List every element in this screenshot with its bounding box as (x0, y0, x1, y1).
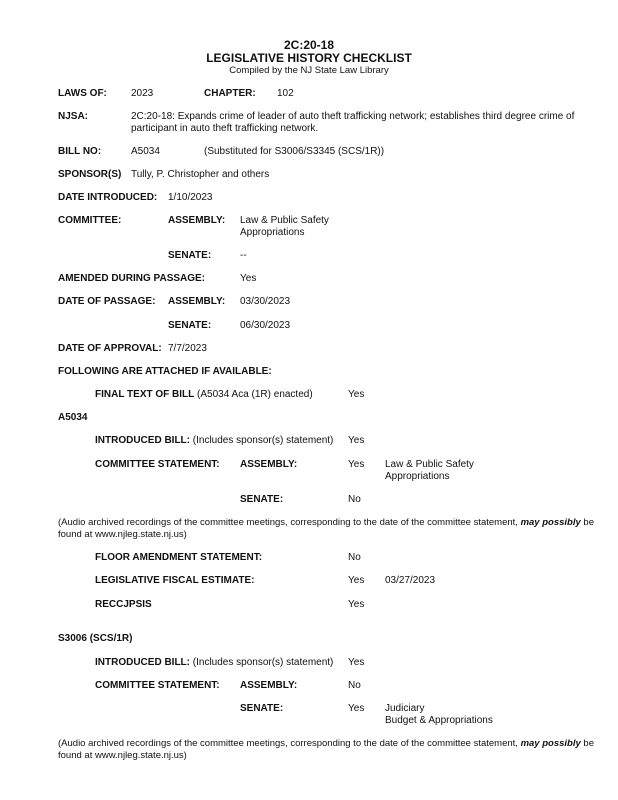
a5034-floor-label: FLOOR AMENDMENT STATEMENT: (95, 552, 263, 563)
s3006-committee-label: COMMITTEE STATEMENT: (95, 680, 220, 691)
laws-of-label: LAWS OF: (58, 88, 107, 99)
a5034-introduced-label: INTRODUCED BILL: (95, 435, 190, 446)
a5034-fiscal-label: LEGISLATIVE FISCAL ESTIMATE: (95, 575, 255, 586)
a5034-assembly-committee-1: Law & Public Safety (385, 459, 474, 470)
s3006-audio-note-text: (Audio archived recordings of the committee meetings, corresponding to the date of the committee statement, (58, 738, 518, 749)
date-introduced-value: 1/10/2023 (168, 192, 213, 203)
s3006-audio-note (58, 738, 606, 762)
s3006-introduced-row (95, 657, 333, 669)
document-title: LEGISLATIVE HISTORY CHECKLIST (206, 51, 412, 65)
a5034-audio-note-emphasis: may possibly (520, 517, 581, 528)
final-text-value: Yes (348, 389, 365, 400)
a5034-fiscal-date: 03/27/2023 (385, 575, 436, 586)
s3006-senate-committee-2: Budget & Appropriations (385, 715, 493, 726)
passage-assembly-label: ASSEMBLY: (168, 296, 226, 307)
approval-value: 7/7/2023 (168, 343, 207, 354)
chapter-label: CHAPTER: (204, 88, 256, 99)
bill-no-note: (Substituted for S3006/S3345 (SCS/1R)) (204, 146, 385, 157)
s3006-introduced-note: (Includes sponsor(s) statement) (192, 657, 334, 668)
a5034-heading: A5034 (58, 412, 88, 423)
a5034-senate-value: No (348, 494, 361, 505)
a5034-introduced-row (95, 435, 333, 447)
s3006-senate-committee-1: Judiciary (385, 703, 425, 714)
njsa-value: 2C:20-18: Expands crime of leader of auto theft trafficking network; establishes third degree crime of participant in auto theft trafficking network. (131, 111, 575, 134)
a5034-senate-label: SENATE: (240, 494, 284, 505)
compiled-by-line: Compiled by the NJ State Law Library (229, 65, 389, 76)
committee-label: COMMITTEE: (58, 215, 122, 226)
njsa-label: NJSA: (58, 111, 89, 122)
passage-senate-value: 06/30/2023 (240, 320, 291, 331)
chapter-value: 102 (277, 88, 294, 99)
following-heading: FOLLOWING ARE ATTACHED IF AVAILABLE: (58, 366, 272, 377)
a5034-fiscal-value: Yes (348, 575, 365, 586)
amended-value: Yes (240, 273, 257, 284)
s3006-senate-label: SENATE: (240, 703, 284, 714)
a5034-audio-note (58, 517, 606, 541)
final-text-label: FINAL TEXT OF BILL (95, 389, 195, 400)
final-text-row (95, 389, 313, 401)
sponsors-label: SPONSOR(S) (58, 169, 122, 180)
s3006-introduced-value: Yes (348, 657, 365, 668)
amended-label: AMENDED DURING PASSAGE: (58, 273, 206, 284)
committee-assembly-value-1: Law & Public Safety (240, 215, 329, 226)
s3006-audio-note-emphasis: may possibly (520, 738, 581, 749)
committee-senate-label: SENATE: (168, 250, 212, 261)
date-introduced-label: DATE INTRODUCED: (58, 192, 158, 203)
a5034-audio-note-text: (Audio archived recordings of the committee meetings, corresponding to the date of the committee statement, (58, 517, 518, 528)
bill-no-value: A5034 (131, 146, 160, 157)
s3006-heading: S3006 (SCS/1R) (58, 633, 133, 644)
a5034-assembly-label: ASSEMBLY: (240, 459, 298, 470)
a5034-assembly-value: Yes (348, 459, 365, 470)
s3006-introduced-label: INTRODUCED BILL: (95, 657, 190, 668)
a5034-introduced-note: (Includes sponsor(s) statement) (192, 435, 334, 446)
laws-of-value: 2023 (131, 88, 154, 99)
sponsors-value: Tully, P. Christopher and others (131, 169, 270, 180)
a5034-introduced-value: Yes (348, 435, 365, 446)
s3006-assembly-label: ASSEMBLY: (240, 680, 298, 691)
passage-senate-label: SENATE: (168, 320, 212, 331)
committee-assembly-label: ASSEMBLY: (168, 215, 226, 226)
s3006-senate-value: Yes (348, 703, 365, 714)
a5034-committee-label: COMMITTEE STATEMENT: (95, 459, 220, 470)
s3006-assembly-value: No (348, 680, 361, 691)
committee-assembly-value-2: Appropriations (240, 227, 305, 238)
a5034-reccjpsis-label: RECCJPSIS (95, 599, 152, 610)
bill-no-label: BILL NO: (58, 146, 102, 157)
citation-heading: 2C:20-18 (283, 38, 335, 52)
approval-label: DATE OF APPROVAL: (58, 343, 162, 354)
passage-assembly-value: 03/30/2023 (240, 296, 291, 307)
a5034-audio-note-link-text: be found at www.njleg.state.nj.us) (58, 517, 594, 540)
a5034-reccjpsis-value: Yes (348, 599, 365, 610)
s3006-audio-note-link-text: be found at www.njleg.state.nj.us) (58, 738, 594, 761)
a5034-floor-value: No (348, 552, 361, 563)
final-text-note: (A5034 Aca (1R) enacted) (197, 389, 313, 400)
a5034-assembly-committee-2: Appropriations (385, 471, 450, 482)
committee-senate-value: -- (240, 250, 247, 261)
passage-label: DATE OF PASSAGE: (58, 296, 156, 307)
